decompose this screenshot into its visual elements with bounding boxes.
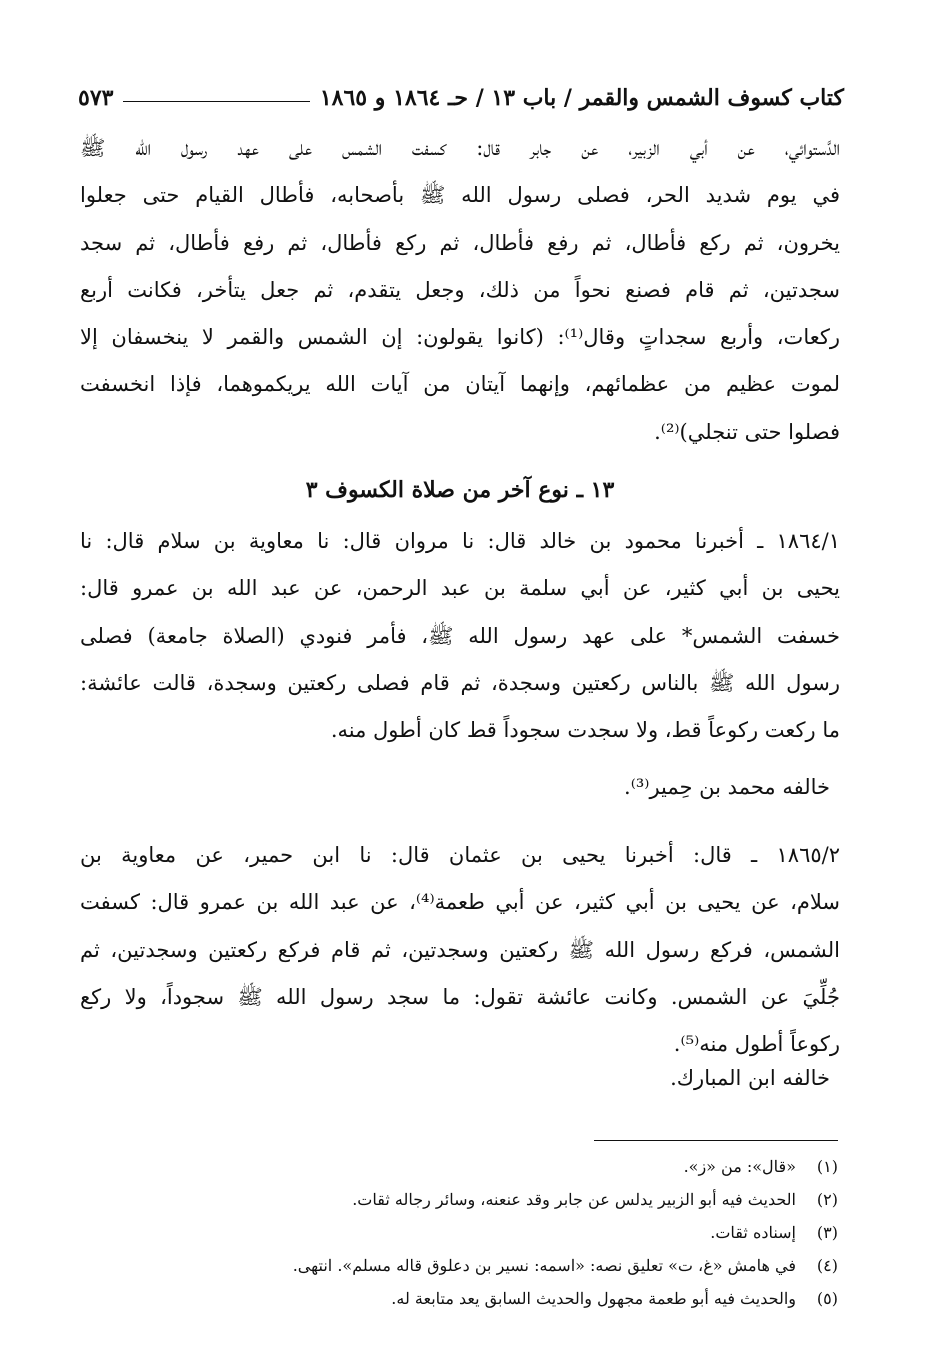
footnote-text: والحديث فيه أبو طعمة مجهول والحديث السابق يعد متابعة له. <box>391 1289 796 1308</box>
header-rule <box>123 101 309 102</box>
footnote-item <box>198 1216 838 1249</box>
text-line: ما ركعت ركوعاً قط، ولا سجدت سجوداً قط كان أطول منه. <box>330 718 840 743</box>
footnote-rule <box>594 1140 838 1141</box>
footnote-item <box>198 1249 838 1282</box>
text-line: جُلِّيَ عن الشمس. وكانت عائشة تقول: ما سجد رسول الله ﷺ سجوداً، ولا ركع <box>80 984 840 1009</box>
text-line: ١٨٦٥/٢ ـ قال: أخبرنا يحيى بن عثمان قال: نا ابن حمير، عن معاوية بن <box>80 843 840 867</box>
footnote-text: إسناده ثقات. <box>710 1223 796 1242</box>
text-line: يحيى بن أبي كثير، عن أبي سلمة بن عبد الرحمن، عن عبد الله بن عمرو قال: <box>80 576 840 601</box>
running-header <box>78 78 844 118</box>
text-line: الشمس، فركع رسول الله ﷺ ركعتين وسجدتين، ثم قام فركع ركعتين وسجدتين، ثم <box>80 937 840 962</box>
text-line: يخرون، ثم ركع فأطال، ثم رفع فأطال، ثم ركع فأطال، ثم رفع فأطال، ثم سجد <box>80 230 840 255</box>
text-line: ١٨٦٤/١ ـ أخبرنا محمود بن خالد قال: نا مروان قال: نا معاوية بن سلام قال: نا <box>80 529 840 553</box>
text-line: في يوم شديد الحر، فصلى رسول الله ﷺ بأصحابه، فأطال القيام حتى جعلوا <box>80 183 840 208</box>
text-line: سلام، عن يحيى بن أبي كثير، عن أبي طعمة⁽⁴⁾، عن عبد الله بن عمرو قال: كسفت <box>80 890 840 915</box>
hadith-1864 <box>80 518 840 754</box>
text-line: لموت عظيم من عظمائهم، وإنهما آيتان من آيات الله يريكموهما، فإذا انخسفت <box>80 372 840 397</box>
footnote-number: (٣) <box>816 1223 838 1242</box>
footnote-item <box>198 1150 838 1183</box>
footnote-item <box>198 1282 838 1315</box>
footnote-item <box>198 1183 838 1216</box>
text-line: خسفت الشمس* على عهد رسول الله ﷺ، فأمر فنودي (الصلاة جامعة) فصلى <box>80 623 840 648</box>
footnote-number: (٥) <box>816 1289 838 1308</box>
page-number: ٥٧٣ <box>78 85 114 111</box>
header-title: كتاب كسوف الشمس والقمر / باب ١٣ / حـ ١٨٦٤ و ١٨٦٥ <box>319 85 844 111</box>
footnote-text: «قال»: من «ز». <box>683 1157 796 1176</box>
text-line: الدَّستوائي، عن أبي الزبير، عن جابر قال: كسفت الشمس على عهد رسول الله ﷺ <box>80 136 840 160</box>
variant-note-1: خالفه محمد بن حِمير⁽³⁾. <box>624 775 830 799</box>
paragraph-continuation <box>80 125 840 456</box>
variant-note-2: خالفه ابن المبارك. <box>670 1066 830 1090</box>
hadith-1865 <box>80 832 840 1068</box>
footnote-number: (٢) <box>816 1190 838 1209</box>
footnote-number: (٤) <box>816 1256 838 1275</box>
footnotes <box>198 1150 838 1315</box>
footnote-text: الحديث فيه أبو الزبير يدلس عن جابر وقد عنعنه، وسائر رجاله ثقات. <box>352 1190 796 1209</box>
footnote-text: في هامش «غ، ت» تعليق نصه: «اسمه: نسير بن دعلوق قاله مسلم». انتهى. <box>292 1256 796 1275</box>
footnote-number: (١) <box>816 1157 838 1176</box>
text-line: ركعات، وأربع سجداتٍ وقال⁽¹⁾: (كانوا يقولون: إن الشمس والقمر لا ينخسفان إلا <box>80 325 840 350</box>
text-line: رسول الله ﷺ بالناس ركعتين وسجدة، ثم قام فصلى ركعتين وسجدة، قالت عائشة: <box>80 670 840 695</box>
text-line: سجدتين، ثم قام فصنع نحواً من ذلك، وجعل يتقدم، ثم جعل يتأخر، فكانت أربع <box>80 277 840 302</box>
section-heading: ١٣ ـ نوع آخر من صلاة الكسوف ٣ <box>305 477 615 503</box>
text-line: فصلوا حتى تنجلي)⁽²⁾. <box>654 419 840 444</box>
text-line: ركوعاً أطول منه⁽⁵⁾. <box>673 1032 840 1057</box>
